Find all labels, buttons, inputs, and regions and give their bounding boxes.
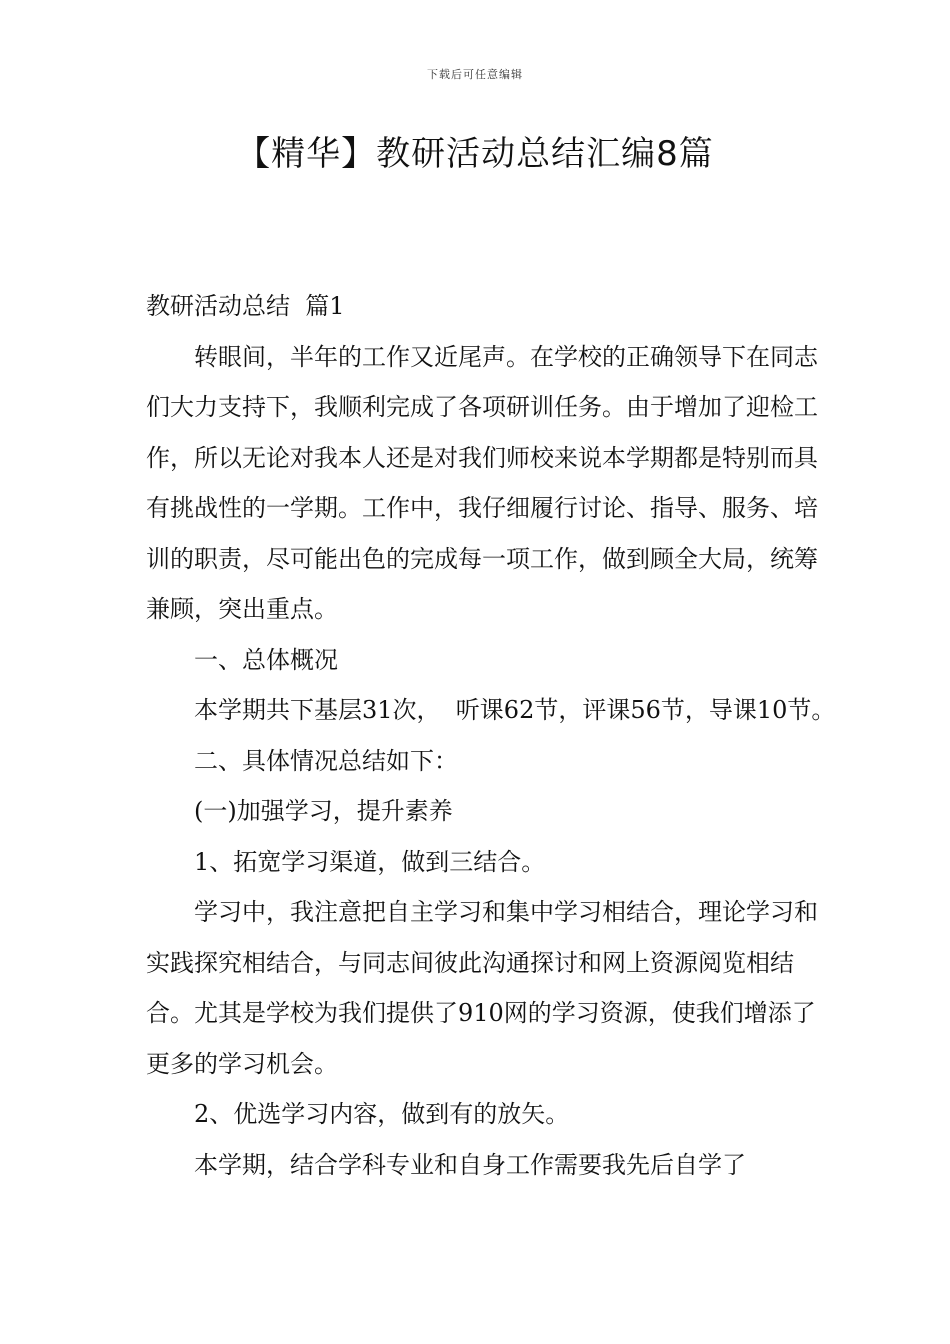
- header-note: 下载后可任意编辑: [427, 68, 523, 81]
- paragraph: 本学期，结合学科专业和自身工作需要我先后自学了: [194, 1150, 746, 1179]
- document-body: [146, 281, 836, 1190]
- paragraph: 本学期共下基层31次， 听课62节，评课56节，导课10节。: [194, 696, 836, 724]
- document-title: 【精华】教研活动总结汇编8篇: [236, 134, 714, 174]
- paragraph-heading: 1、拓宽学习渠道，做到三结合。: [194, 847, 546, 876]
- paragraph: 学习中，我注意把自主学习和集中学习相结合，理论学习和实践探究相结合，与同志间彼此沟通探讨和网上资源阅览相结合。尤其是学校为我们提供了910网的学习资源，使我们增添了更多的学习机会。: [146, 898, 818, 1078]
- paragraph-heading: 2、优选学习内容，做到有的放矢。: [194, 1100, 570, 1128]
- paragraph: 转眼间，半年的工作又近尾声。在学校的正确领导下在同志们大力支持下，我顺利完成了各项研训任务。由于增加了迎检工作，所以无论对我本人还是对我们师校来说本学期都是特别而具有挑战性的一学期。工作中，我仔细履行讨论、指导、服务、培训的职责，尽可能出色的完成每一项工作，做到顾全大局，统筹兼顾，突出重点。: [146, 342, 818, 623]
- paragraph-heading: 二、具体情况总结如下：: [194, 746, 458, 775]
- paragraph-heading: 一、总体概况: [194, 645, 338, 674]
- paragraph-heading: (一)加强学习，提升素养: [194, 797, 453, 825]
- section-heading: 教研活动总结 篇1: [146, 292, 345, 320]
